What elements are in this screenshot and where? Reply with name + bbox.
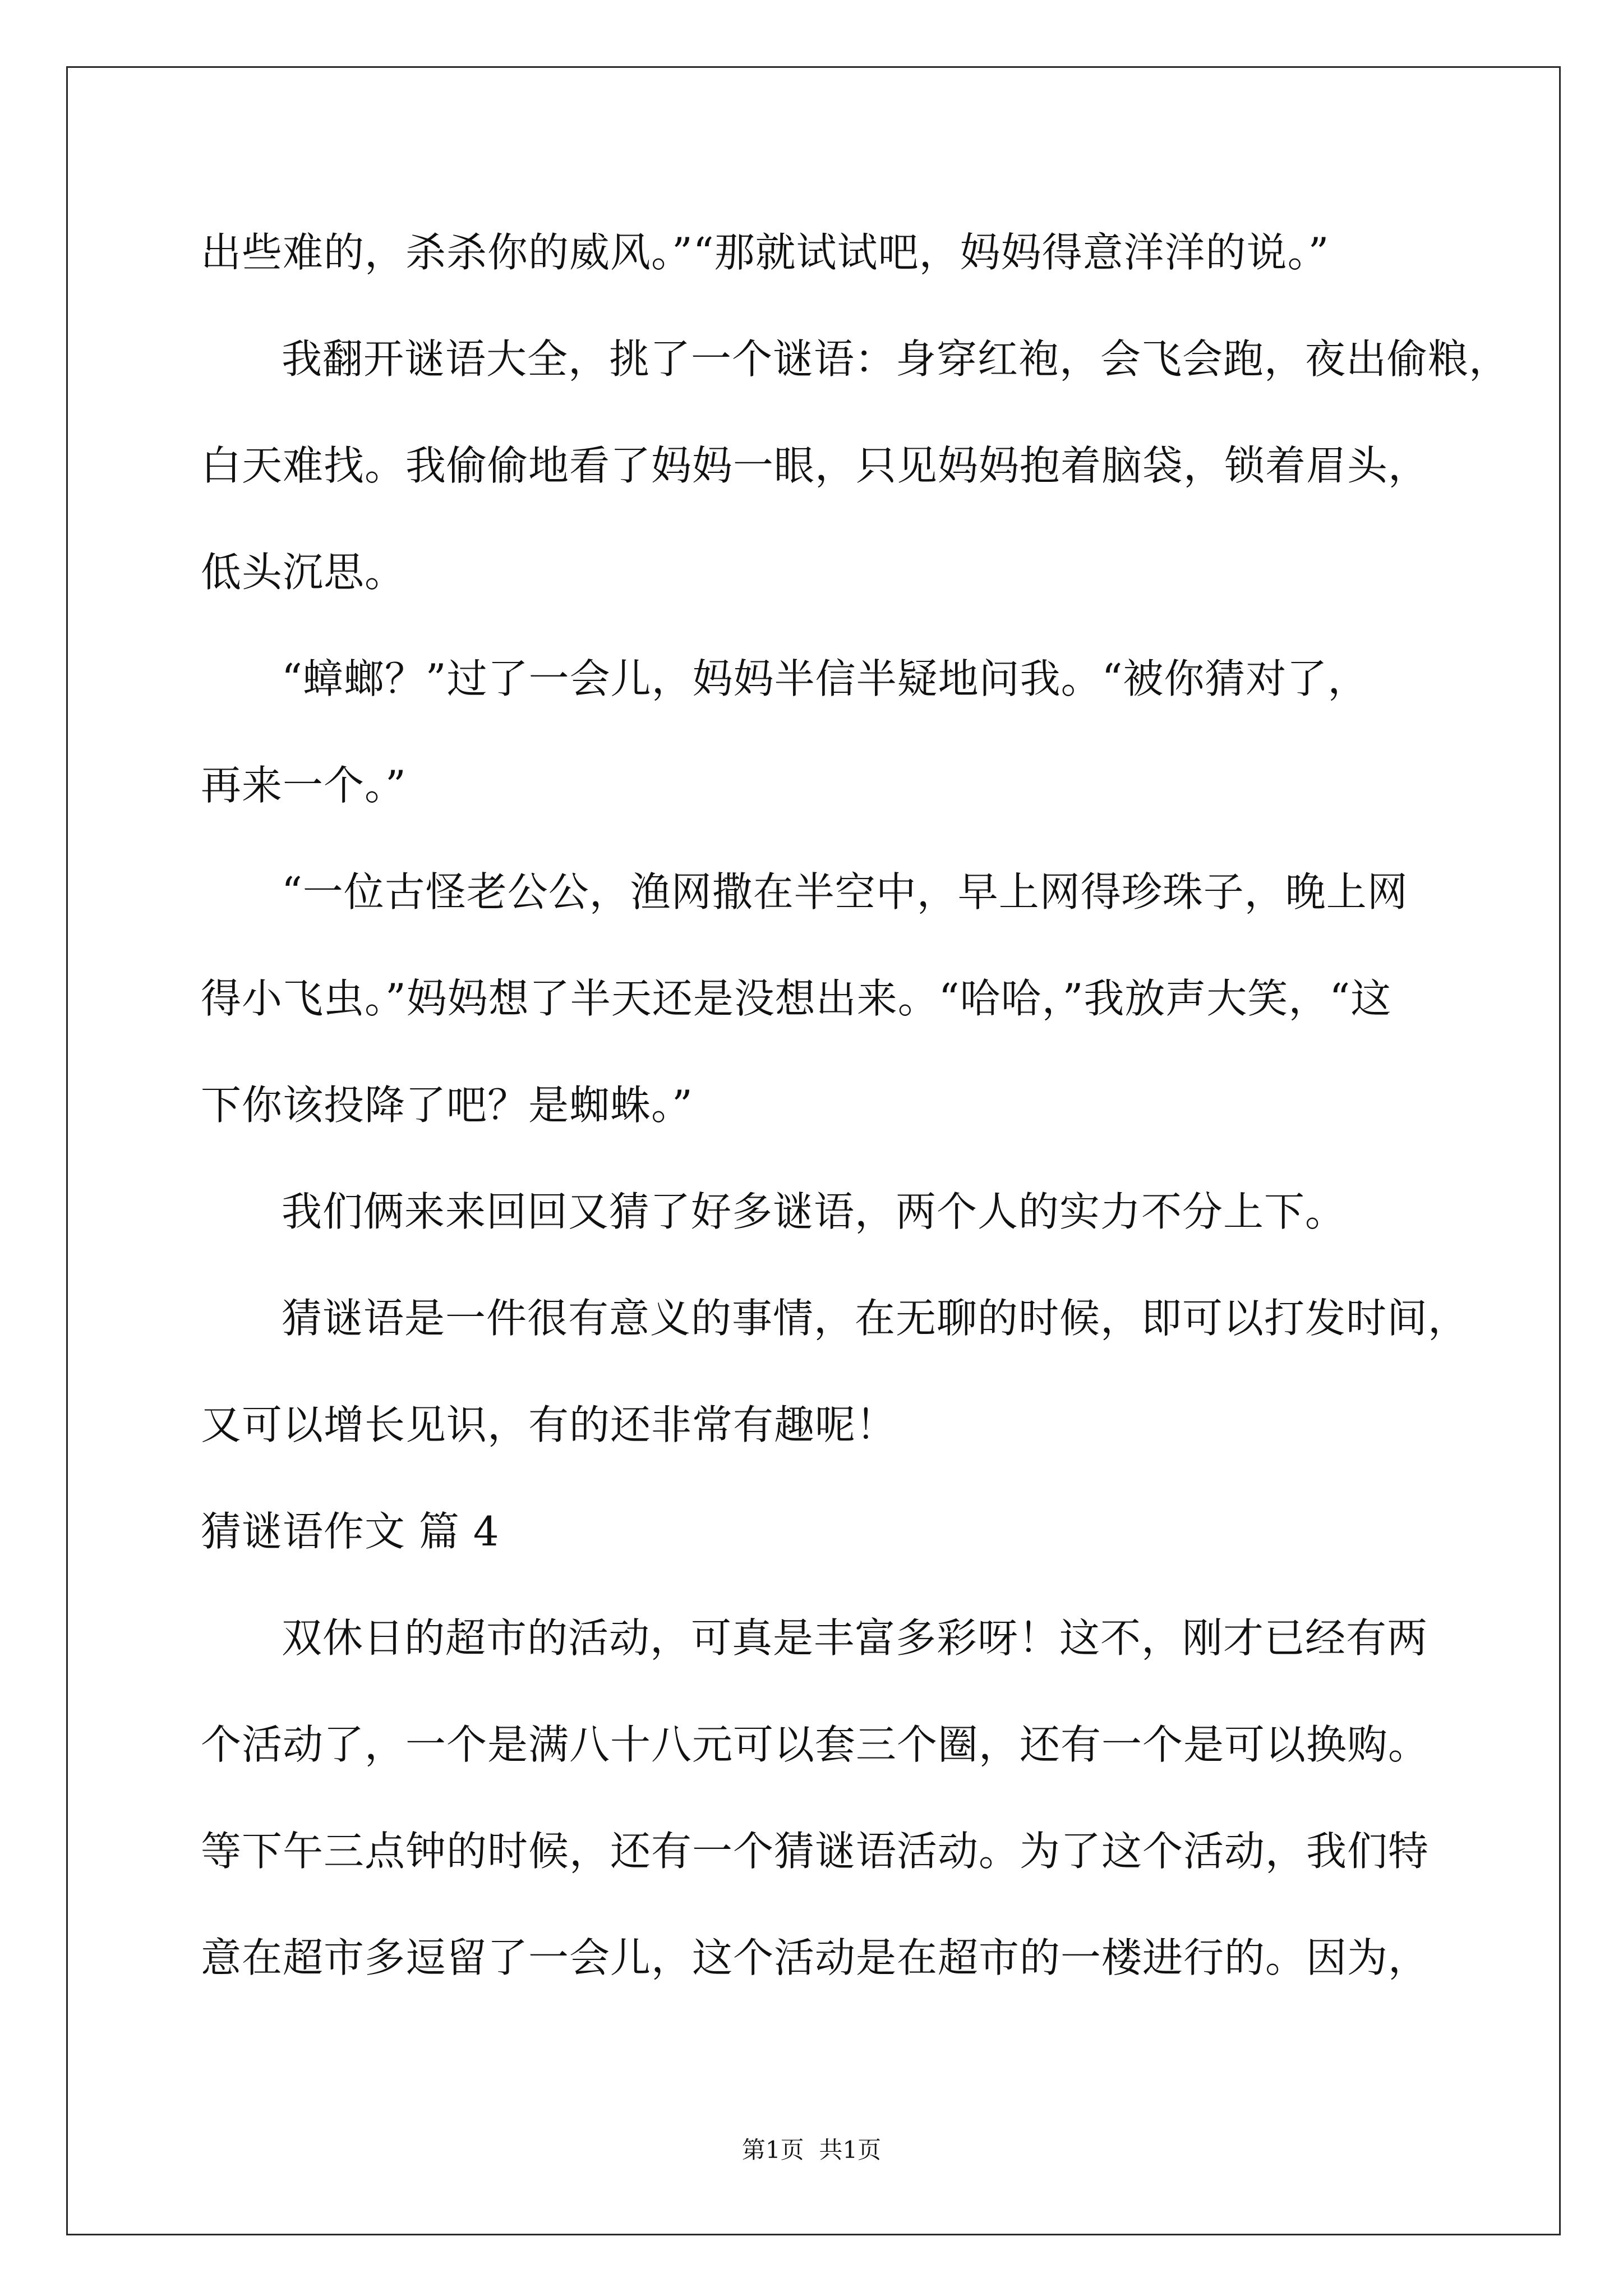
text-line: 个活动了，一个是满八十八元可以套三个圈，还有一个是可以换购。 [201,1721,1430,1768]
text-line: 又可以增长见识，有的还非常有趣呢！ [201,1401,897,1448]
text-line: 猜谜语是一件很有意义的事情，在无聊的时候，即可以打发时间， [282,1295,1469,1342]
text-line: 再来一个。” [201,762,407,809]
text-line: 得小飞虫。”妈妈想了半天还是没想出来。“哈哈，”我放声大笑，“这 [201,975,1392,1022]
text-line: 等下午三点钟的时候，还有一个猜谜语活动。为了这个活动，我们特 [201,1828,1430,1875]
text-line: 双休日的超市的活动，可真是丰富多彩呀！这不，刚才已经有两 [282,1614,1428,1662]
text-line: 意在超市多逗留了一会儿，这个活动是在超市的一楼进行的。因为， [201,1934,1430,1981]
text-line: 低头沉思。 [201,549,406,596]
section-heading: 猜谜语作文 篇 4 [201,1508,500,1555]
text-line: 我们俩来来回回又猜了好多谜语，两个人的实力不分上下。 [282,1188,1347,1235]
text-line: “一位古怪老公公，渔网撒在半空中，早上网得珍珠子，晚上网 [282,868,1408,915]
page-border [66,66,1561,2235]
text-line: 白天难找。我偷偷地看了妈妈一眼，只见妈妈抱着脑袋，锁着眉头， [201,442,1430,489]
text-line: 我翻开谜语大全，挑了一个谜语：身穿红袍，会飞会跑，夜出偷粮， [282,335,1510,383]
text-line: 出些难的，杀杀你的威风。”“那就试试吧，妈妈得意洋洋的说。” [201,229,1330,276]
text-line: “蟑螂？”过了一会儿，妈妈半信半疑地问我。“被你猜对了， [282,655,1369,702]
page-footer: 第1页 共1页 [741,2136,882,2164]
text-line: 下你该投降了吧？是蜘蛛。” [201,1082,693,1129]
